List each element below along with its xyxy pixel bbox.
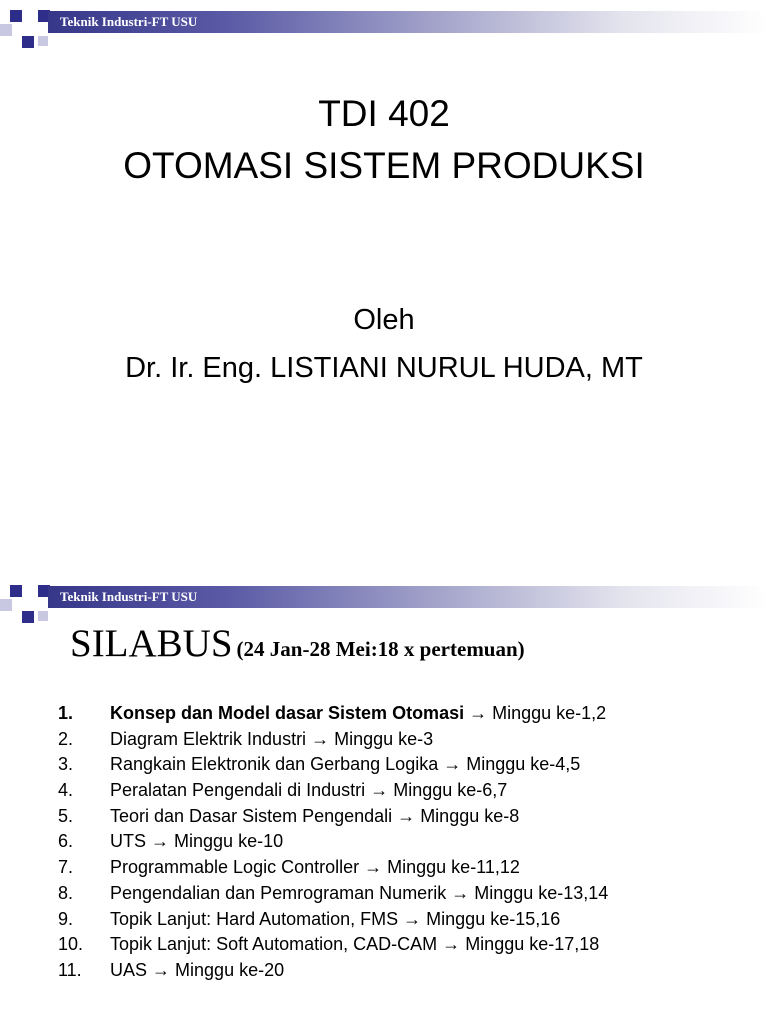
syllabus-list xyxy=(58,701,758,984)
header-label: Teknik Industri-FT USU xyxy=(60,589,198,604)
item-number: 7. xyxy=(58,857,74,878)
header-label: Teknik Industri-FT USU xyxy=(60,14,198,29)
item-topic: UTS xyxy=(110,831,146,852)
item-week: Minggu ke-11,12 xyxy=(387,857,520,878)
arrow-icon: → xyxy=(397,805,416,826)
arrow-icon: → xyxy=(451,882,470,903)
syllabus-item xyxy=(58,958,758,984)
decor-square xyxy=(22,36,34,48)
item-number: 1. xyxy=(58,703,74,723)
arrow-icon: → xyxy=(151,831,170,852)
decor-square xyxy=(38,36,48,46)
item-number: 6. xyxy=(58,831,74,852)
author-block xyxy=(0,296,768,392)
decor-square xyxy=(10,585,22,597)
syllabus-item xyxy=(58,932,758,958)
item-week: Minggu ke-20 xyxy=(175,959,285,980)
syllabus-item xyxy=(58,752,758,778)
decor-square xyxy=(38,611,48,621)
arrow-icon: → xyxy=(311,728,330,749)
syllabus-item xyxy=(58,855,758,881)
item-week: Minggu ke-4,5 xyxy=(466,754,581,775)
item-week: Minggu ke-1,2 xyxy=(492,703,607,723)
item-number: 11. xyxy=(58,959,82,980)
item-number: 10. xyxy=(58,934,84,955)
item-topic: Topik Lanjut: Hard Automation, FMS xyxy=(110,908,399,929)
course-name: OTOMASI SISTEM PRODUKSI xyxy=(123,145,645,186)
item-number: 8. xyxy=(58,882,74,903)
arrow-icon: → xyxy=(364,857,383,878)
author-prefix: Oleh xyxy=(353,304,415,336)
syllabus-item xyxy=(58,907,758,933)
item-topic: Konsep dan Model dasar Sistem Otomasi xyxy=(110,703,465,723)
item-number: 9. xyxy=(58,908,74,929)
course-title xyxy=(0,88,768,192)
item-week: Minggu ke-6,7 xyxy=(393,780,508,801)
item-week: Minggu ke-3 xyxy=(334,728,434,749)
syllabus-item xyxy=(58,701,758,727)
syllabus-period: (24 Jan-28 Mei:18 x pertemuan) xyxy=(236,637,525,661)
item-week: Minggu ke-15,16 xyxy=(426,908,561,929)
arrow-icon: → xyxy=(442,934,461,955)
slide-header xyxy=(0,0,768,50)
syllabus-item xyxy=(58,804,758,830)
item-topic: Rangkain Elektronik dan Gerbang Logika xyxy=(110,754,439,775)
item-topic: UAS xyxy=(110,959,148,980)
decor-square xyxy=(22,611,34,623)
syllabus-item xyxy=(58,881,758,907)
item-topic: Diagram Elektrik Industri xyxy=(110,728,307,749)
syllabus-heading: SILABUS xyxy=(70,622,233,665)
author-name: Dr. Ir. Eng. LISTIANI NURUL HUDA, MT xyxy=(125,352,643,384)
arrow-icon: → xyxy=(403,908,422,929)
item-topic: Pengendalian dan Pemrograman Numerik xyxy=(110,882,447,903)
arrow-icon: → xyxy=(469,703,488,723)
syllabus-item xyxy=(58,778,758,804)
item-number: 4. xyxy=(58,780,74,801)
item-topic: Programmable Logic Controller xyxy=(110,857,360,878)
syllabus-title xyxy=(70,621,525,666)
item-topic: Teori dan Dasar Sistem Pengendali xyxy=(110,805,393,826)
item-topic: Topik Lanjut: Soft Automation, CAD-CAM xyxy=(110,934,438,955)
arrow-icon: → xyxy=(152,959,171,980)
item-number: 5. xyxy=(58,805,74,826)
syllabus-item xyxy=(58,829,758,855)
course-code: TDI 402 xyxy=(318,93,450,134)
item-week: Minggu ke-17,18 xyxy=(465,934,600,955)
item-week: Minggu ke-13,14 xyxy=(474,882,609,903)
item-number: 3. xyxy=(58,754,74,775)
arrow-icon: → xyxy=(370,780,389,801)
item-week: Minggu ke-8 xyxy=(420,805,520,826)
item-number: 2. xyxy=(58,728,74,749)
decor-square xyxy=(10,10,22,22)
item-topic: Peralatan Pengendali di Industri xyxy=(110,780,366,801)
syllabus-item xyxy=(58,727,758,753)
arrow-icon: → xyxy=(443,754,462,775)
syllabus-slide xyxy=(0,575,768,1024)
decor-square xyxy=(0,24,12,36)
slide-header xyxy=(0,575,768,625)
decor-square xyxy=(0,599,12,611)
item-week: Minggu ke-10 xyxy=(174,831,284,852)
